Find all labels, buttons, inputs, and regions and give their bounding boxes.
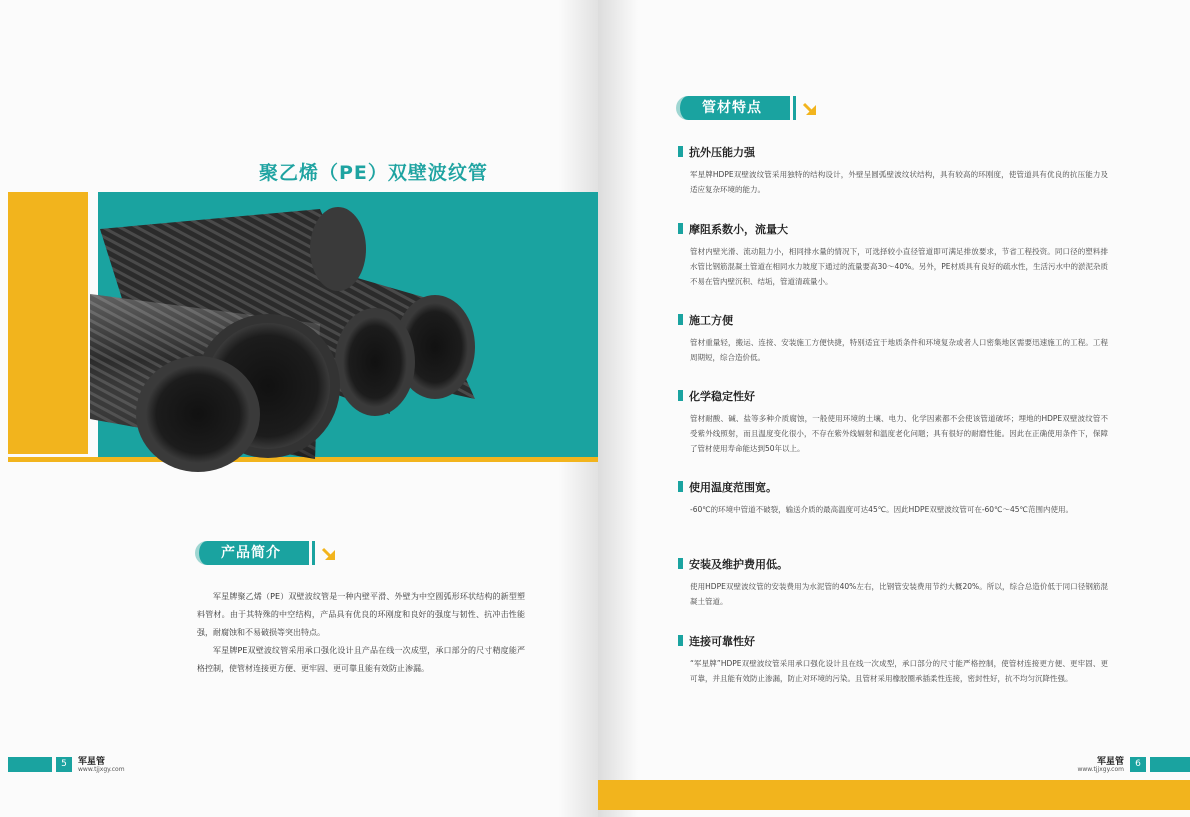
feature-item <box>678 313 1108 365</box>
feature-text: 管材内壁光滑、流动阻力小，相同排水量的情况下，可选择较小直径管道即可满足排放要求，节省工程投资。同口径的塑料排水管比钢筋混凝土管道在相同水力坡度下通过的流量要高30～40%。另外，PE材质具有良好的疏水性，生活污水中的淤泥杂质不易在管内壁沉积、结垢，管道清疏量小。 <box>690 247 1108 286</box>
page-number: 6 <box>1130 757 1146 772</box>
website-url: www.tjjxgy.com <box>78 766 125 773</box>
feature-item <box>678 480 1108 517</box>
feature-item <box>678 222 1108 289</box>
bullet-square <box>678 314 683 325</box>
feature-title: 连接可靠性好 <box>689 635 755 648</box>
yellow-block <box>8 192 88 454</box>
feature-item <box>678 557 1108 609</box>
feature-text: “军星牌”HDPE双壁波纹管采用承口强化设计且在线一次成型，承口部分的尺寸能严格控制，使管材连接更方便、更牢固、更可靠，并且能有效防止渗漏，防止对环境的污染。且管材采用橡胶圈承插柔性连接，密封性好，抗不均匀沉降性强。 <box>690 659 1108 683</box>
bullet-square <box>678 223 683 234</box>
hero-banner <box>8 192 598 462</box>
feature-text: 管材耐酸、碱、盐等多种介质腐蚀，一般使用环境的土壤、电力、化学因素都不会使该管道破坏；埋地的HDPE双壁波纹管不受紫外线照射，而且温度变化很小，不存在紫外线辐射和温度老化问题；具有很好的耐磨性能。因此在正确使用条件下，保障了管材使用寿命能达到50年以上。 <box>690 414 1108 453</box>
corner-arrow-icon <box>802 101 818 117</box>
bullet-square <box>678 558 683 569</box>
bullet-square <box>678 635 683 646</box>
pipe-features-label-text: 管材特点 <box>702 100 762 116</box>
feature-title: 施工方便 <box>689 314 733 327</box>
page-footer <box>598 757 1190 772</box>
product-intro-label-text: 产品简介 <box>221 545 281 561</box>
right-page <box>598 0 1190 817</box>
feature-text: 使用HDPE双壁波纹管的安装费用为水泥管的40%左右，比钢管安装费用节约大概20%。所以，综合总造价低于同口径钢筋混凝土管道。 <box>690 582 1108 606</box>
page-footer <box>8 757 598 772</box>
bullet-square <box>678 481 683 492</box>
bullet-square <box>678 146 683 157</box>
intro-text <box>197 588 525 678</box>
feature-title: 化学稳定性好 <box>689 390 755 403</box>
brand-logo: 军星管 <box>78 757 106 767</box>
feature-item <box>678 634 1108 686</box>
feature-title: 安装及维护费用低。 <box>689 558 788 571</box>
spine-shadow <box>598 0 638 817</box>
feature-title: 使用温度范围宽。 <box>689 481 777 494</box>
feature-text: -60℃的环境中管道不破裂，输送介质的最高温度可达45℃。因此HDPE双壁波纹管可在-60℃～45℃范围内使用。 <box>690 505 1073 514</box>
feature-text: 军星牌HDPE双壁波纹管采用独特的结构设计，外壁呈圆弧壁波纹状结构，具有较高的环刚度，使管道具有优良的抗压能力及适应复杂环境的能力。 <box>690 170 1108 194</box>
intro-paragraph: 军星牌聚乙烯（PE）双壁波纹管是一种内壁平滑、外壁为中空圆弧形环状结构的新型塑料管材。由于其特殊的中空结构，产品具有优良的环刚度和良好的强度与韧性、抗冲击性能强，耐腐蚀和不易破损等突出特点。 <box>197 592 525 637</box>
corner-arrow-icon <box>321 546 337 562</box>
feature-item <box>678 145 1108 197</box>
intro-paragraph: 军星牌PE双壁波纹管采用承口强化设计且产品在线一次成型，承口部分的尺寸精度能严格控制，使管材连接更方便、更牢固、更可靠且能有效防止渗漏。 <box>197 646 525 673</box>
page-number: 5 <box>56 757 72 772</box>
page-title: 聚乙烯（PE）双壁波纹管 <box>259 162 488 184</box>
yellow-footer-band <box>598 780 1190 810</box>
website-url: www.tjjxgy.com <box>1077 766 1124 773</box>
feature-item <box>678 389 1108 456</box>
feature-title: 抗外压能力强 <box>689 146 755 159</box>
feature-title: 摩阻系数小，流量大 <box>689 223 788 236</box>
corrugated-pipes-photo <box>90 204 510 472</box>
bullet-square <box>678 390 683 401</box>
brand-logo: 军星管 <box>1096 757 1124 767</box>
feature-text: 管材重量轻，搬运、连接、安装施工方便快捷，特别适宜于地质条件和环境复杂或者人口密集地区需要迅速施工的工程。工程周期短，综合造价低。 <box>690 338 1108 362</box>
